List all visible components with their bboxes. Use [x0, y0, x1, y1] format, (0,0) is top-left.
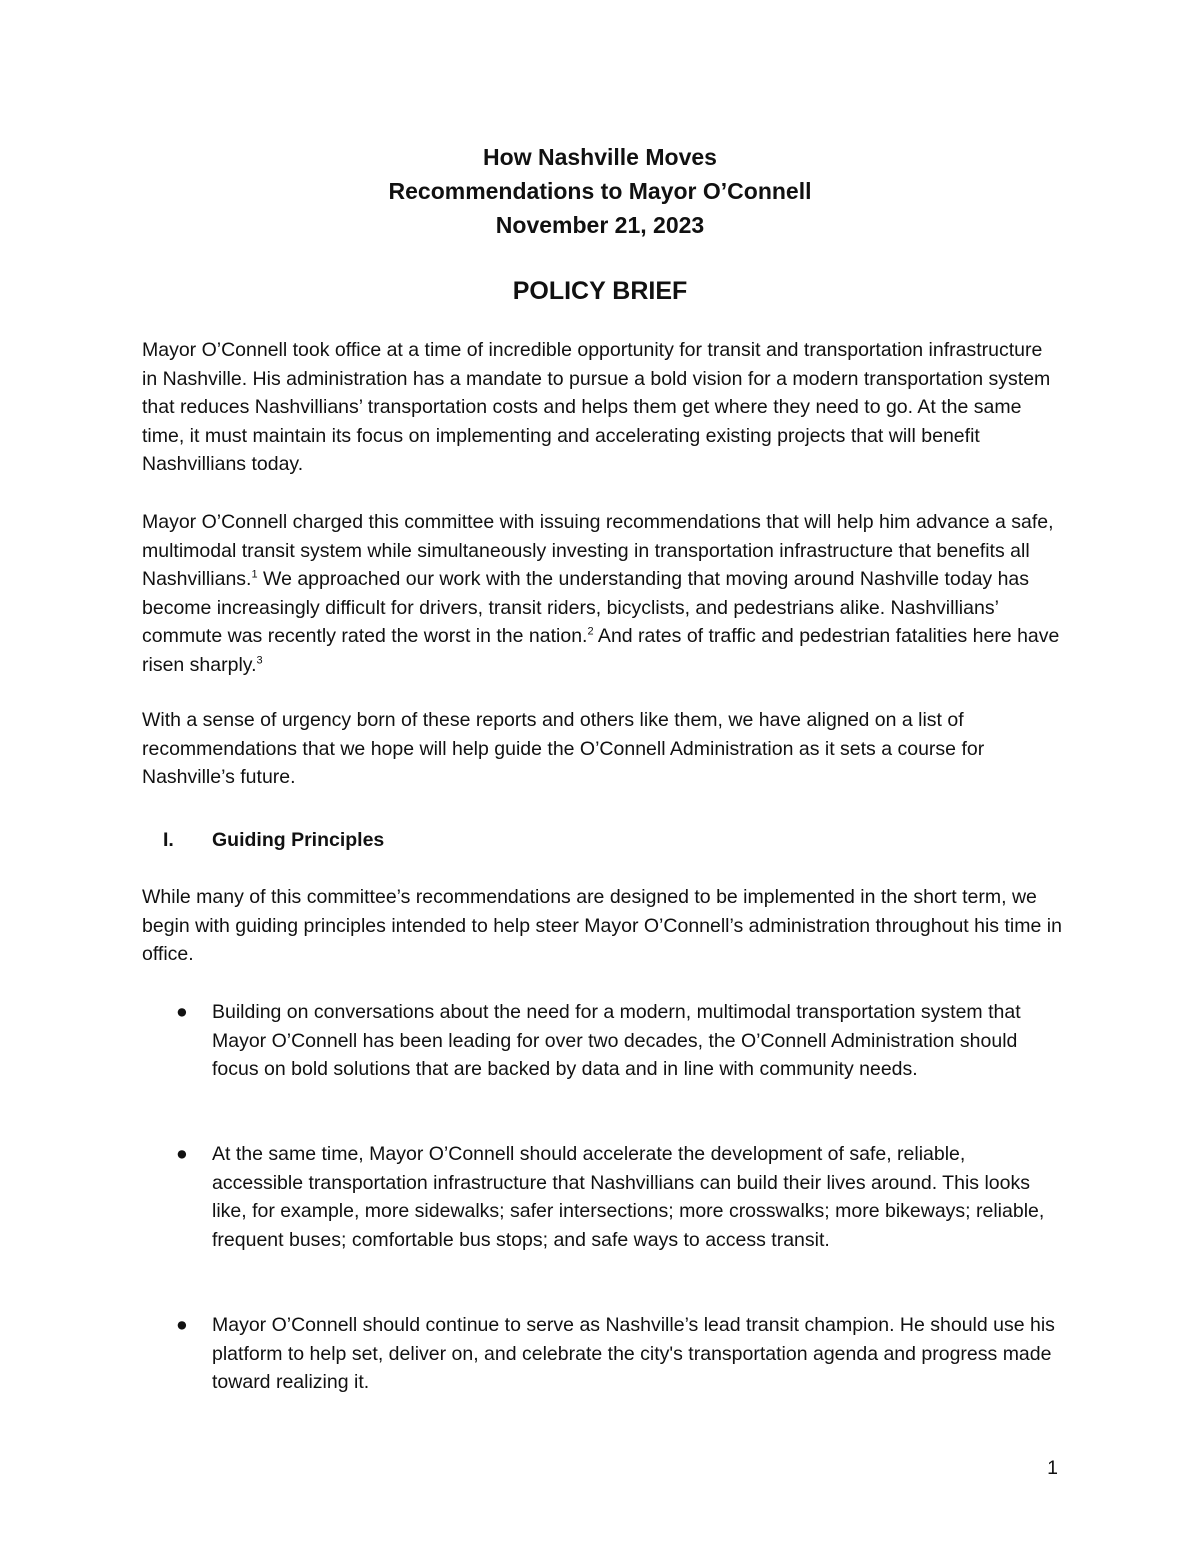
section-title: Guiding Principles — [212, 829, 385, 851]
charge-text-1: Mayor O’Connell charged this committee with issuing recommendations that will help him advance a safe, multimodal transit system while simultaneously investing in transportation infrastructure that benefits all Nashvillians. — [142, 511, 1054, 591]
footnote-ref-3: 3 — [256, 654, 263, 667]
bullet-icon: ● — [176, 1143, 188, 1165]
list-item-text: Mayor O’Connell should continue to serve as Nashville’s lead transit champion. He should use his platform to help set, deliver on, and celebrate the city's transportation agenda and progress made toward realizing it. — [212, 1314, 1055, 1394]
section-number: I. — [163, 829, 174, 851]
document-title: How Nashville Moves — [483, 144, 717, 170]
bullet-icon: ● — [176, 1001, 188, 1023]
intro-paragraph: Mayor O’Connell took office at a time of incredible opportunity for transit and transportation infrastructure in Nashville. His administration has a mandate to pursue a bold vision for a modern transportation system that reduces Nashvillians’ transportation costs and helps them get where they need to go. At the same time, it must maintain its focus on implementing and accelerating existing projects that will benefit Nashvillians today. — [142, 339, 1051, 476]
document-date: November 21, 2023 — [495, 212, 705, 238]
principles-intro-paragraph: While many of this committee’s recommendations are designed to be implemented in the short term, we begin with guiding principles intended to help steer Mayor O’Connell’s administration throughout his time in office. — [142, 886, 1062, 966]
document-subtitle: Recommendations to Mayor O’Connell — [388, 178, 812, 204]
list-item-text: At the same time, Mayor O’Connell should accelerate the development of safe, reliable, accessible transportation infrastructure that Nashvillians can build their lives around. This looks like, for example, more sidewalks; safer intersections; more crosswalks; more bikeways; reliable, frequent buses; comfortable bus stops; and safe ways to access transit. — [212, 1143, 1045, 1251]
policy-brief-heading: POLICY BRIEF — [512, 277, 688, 305]
charge-text-2: We approached our work with the understanding that moving around Nashville today has become increasingly difficult for drivers, transit riders, bicyclists, and pedestrians alike. Nashvillians’ commute was recently rated the worst in the nation. — [142, 568, 1030, 648]
bullet-icon: ● — [176, 1314, 188, 1336]
charge-text-3: And rates of traffic and pedestrian fatalities here have risen sharply. — [142, 625, 1060, 676]
document-title-block — [0, 140, 1200, 242]
footnote-ref-2: 2 — [587, 625, 594, 638]
urgency-paragraph: With a sense of urgency born of these reports and others like them, we have aligned on a list of recommendations that we hope will help guide the O’Connell Administration as it sets a course for Nashville’s future. — [142, 709, 985, 789]
section-heading-guiding-principles — [163, 825, 384, 855]
page-number: 1 — [1047, 1457, 1058, 1479]
list-item-text: Building on conversations about the need for a modern, multimodal transportation system that Mayor O’Connell has been leading for over two decades, the O’Connell Administration should focus on bold solutions that are backed by data and in line with community needs. — [212, 1001, 1021, 1081]
footnote-ref-1: 1 — [251, 568, 258, 581]
charge-paragraph — [142, 508, 1062, 680]
